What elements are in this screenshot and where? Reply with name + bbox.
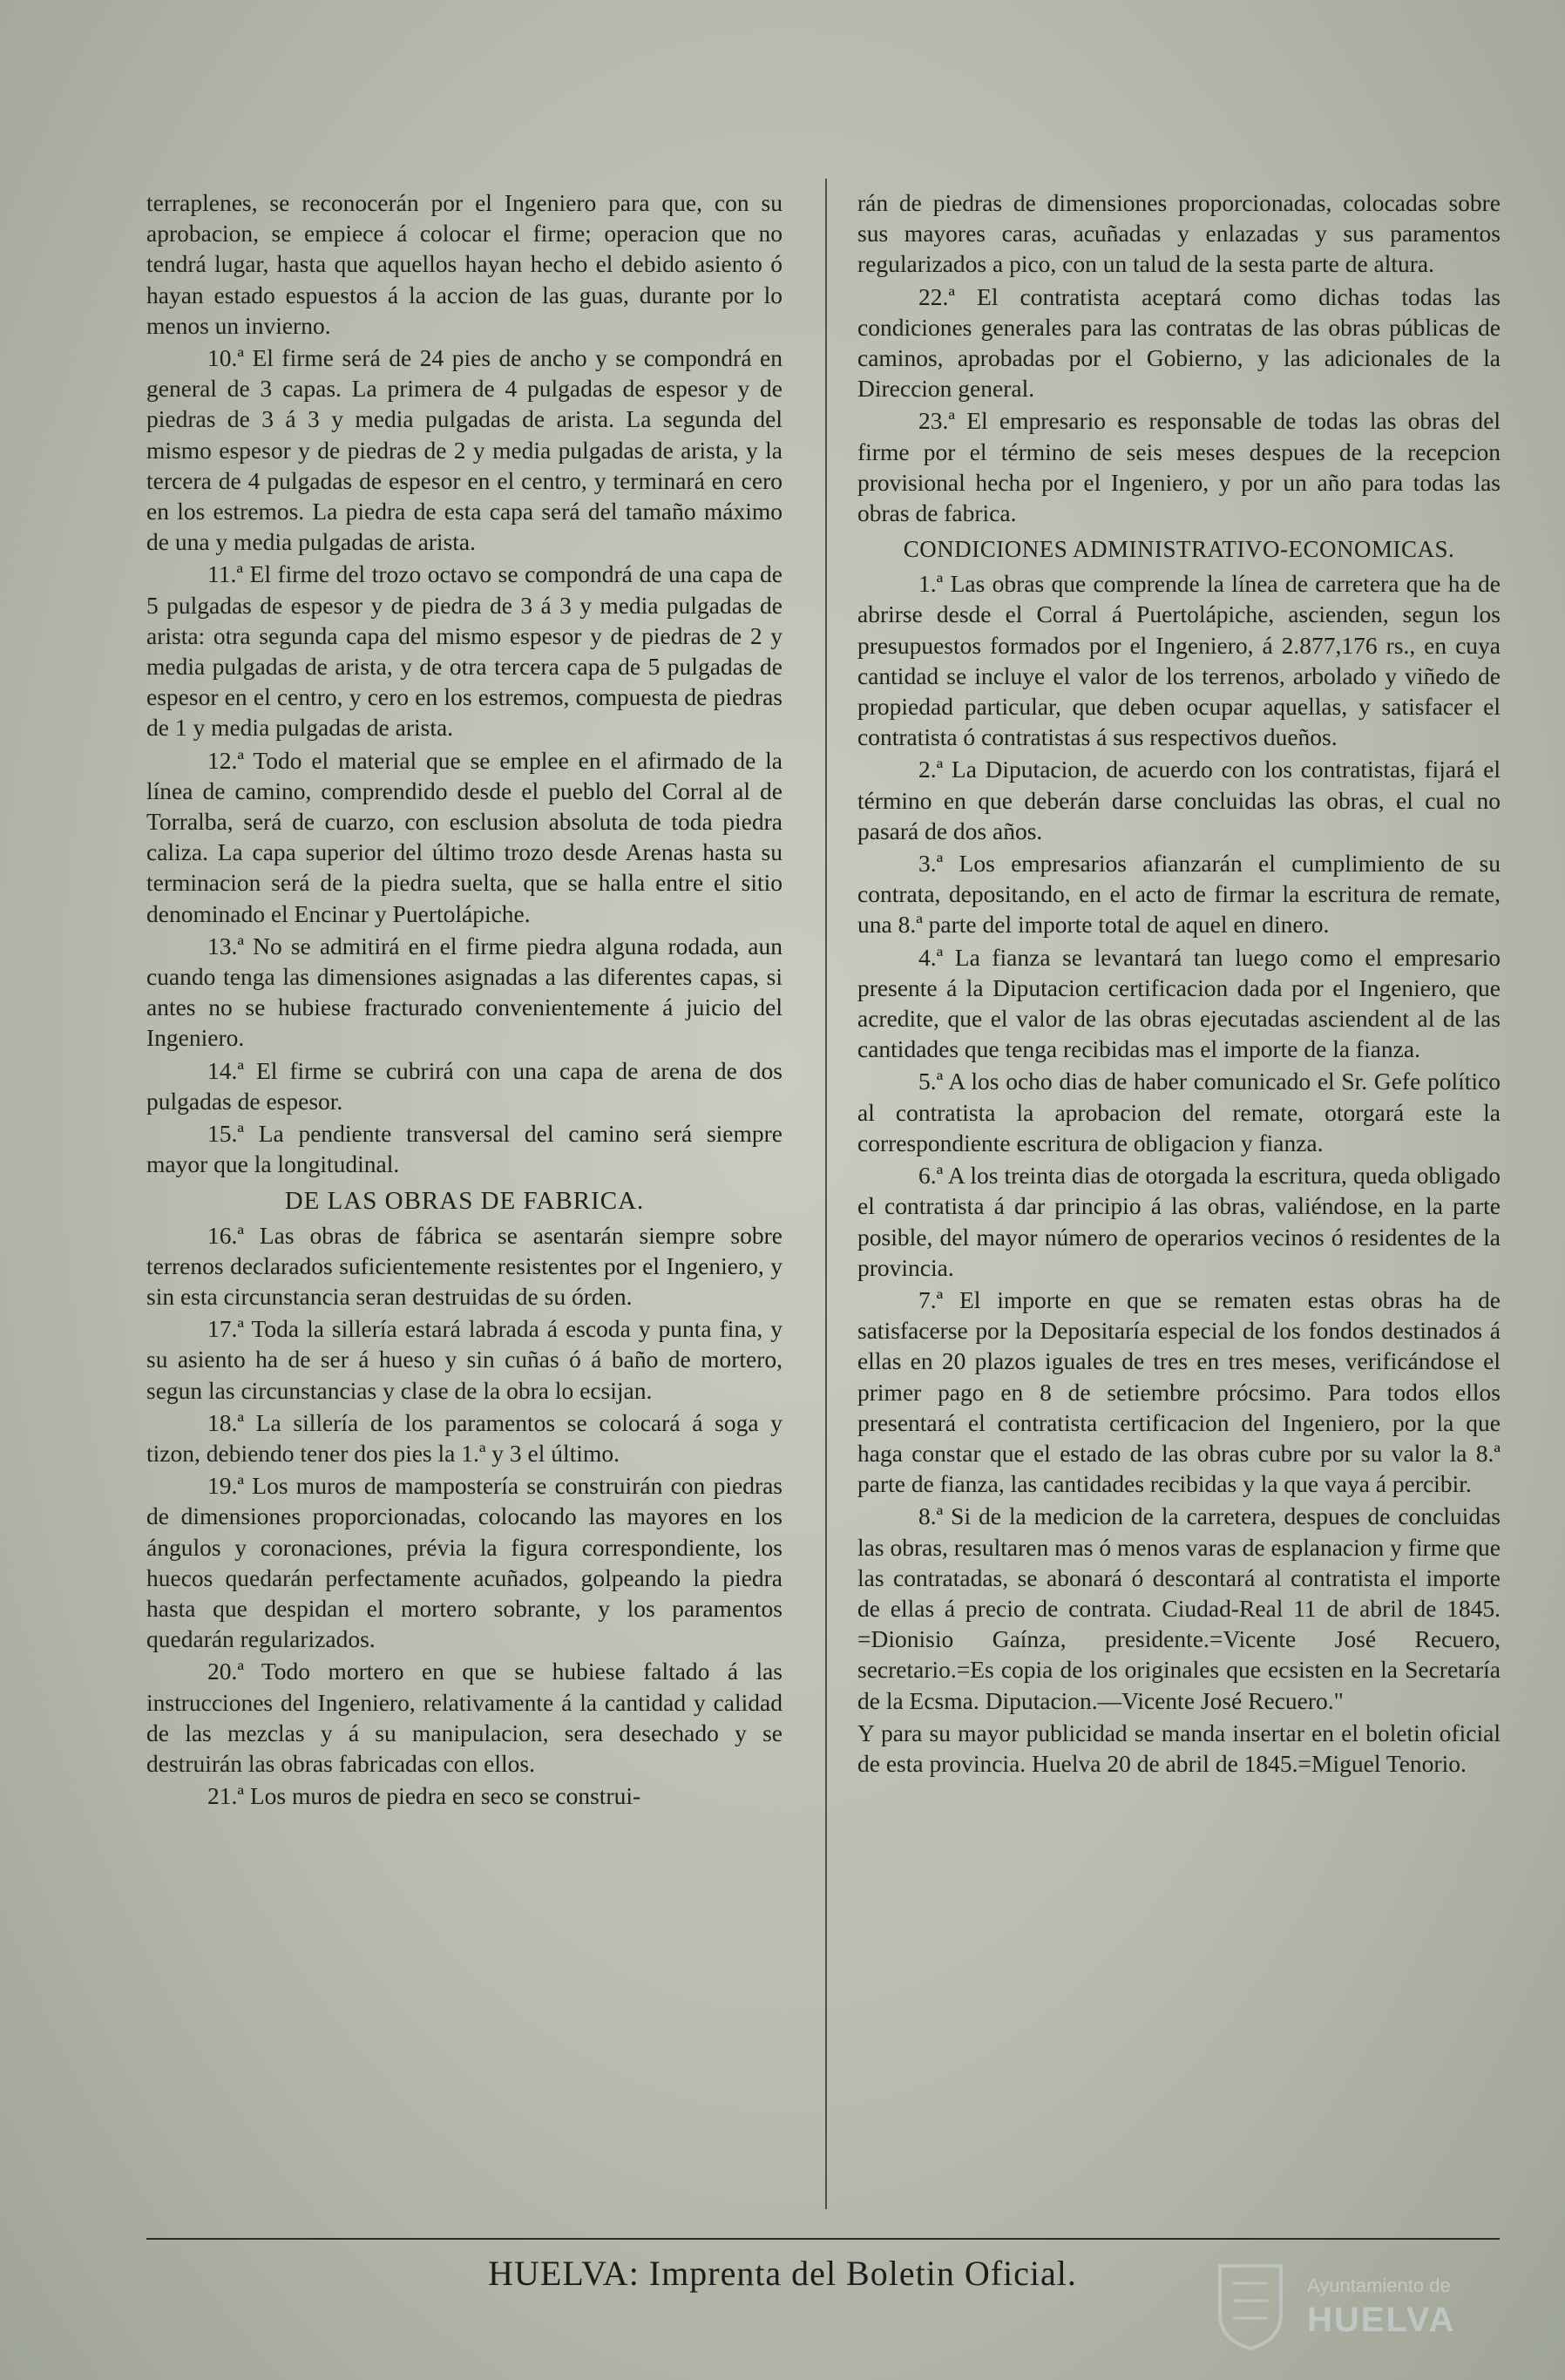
article-text: Y para su mayor publicidad se manda insertar en el boletin oficial de esta provincia. Huelva 20 de abril de 1845.=Miguel Tenorio.	[857, 1719, 1501, 1777]
article-paragraph	[857, 848, 1501, 940]
article-paragraph	[146, 559, 782, 742]
article-paragraph	[146, 1055, 782, 1116]
article-text: rán de piedras de dimensiones proporcionadas, colocadas sobre sus mayores caras, acuñadas y enlazadas y sus paramentos regularizados a pico, con un talud de la sesta parte de altura.	[857, 189, 1501, 278]
article-number: 3.ª	[918, 850, 944, 878]
imprint-line: HUELVA: Imprenta del Boletin Oficial.	[488, 2254, 1077, 2293]
article-text: El firme del trozo octavo se compondrá de una capa de 5 pulgadas de espesor y de piedra de 3 á 3 y media pulgadas de arista: otra segunda capa del mismo espesor y de piedras de 2 y media pulgadas de arista, y de otra tercera capa de 5 pulgadas de espesor en el centro, y cero en los estremos, compuesta de piedras de 1 y media pulgadas de arista.	[146, 560, 782, 742]
article-text: Los muros de piedra en seco se construi-	[249, 1782, 641, 1810]
section-heading: CONDICIONES ADMINISTRATIVO-ECONOMICAS.	[903, 536, 1455, 563]
article-paragraph	[146, 745, 782, 929]
article-paragraph	[146, 1313, 782, 1406]
article-text: Todo el material que se emplee en el afirmado de la línea de camino, comprendido desde el pueblo del Corral al de Torralba, será de cuarzo, con esclusion absoluta de toda piedra caliza. La capa superior del último trozo desde Arenas hasta su terminacion será de la piedra suelta, que se halla entre el sitio denominado el Encinar y Puertolápiche.	[146, 746, 782, 927]
article-text: Todo mortero en que se hubiese faltado á las instrucciones del Ingeniero, relativamente á la cantidad y calidad de las mezclas y á su manipulacion, sera desechado y se destruirán las obras fabricadas con ellos.	[146, 1658, 782, 1777]
article-text: Las obras de fábrica se asentarán siempre sobre terrenos declarados suficientemente resistentes por el Ingeniero, y sin esta circunstancia seran destruidas de su órden.	[146, 1221, 782, 1310]
article-text: El empresario es responsable de todas las obras del firme por el término de seis meses despues de la recepcion provisional hecha por el Ingeniero, y por un año para todas las obras de fabrica.	[857, 407, 1501, 527]
left-column	[146, 187, 782, 2218]
article-text: El importe en que se rematen estas obras ha de satisfacerse por la Depositaría especial de los fondos destinados á ellas en 20 plazos iguales de tres en tres meses, verificándose el primer pago en 8 de setiembre prócsimo. Para todos ellos presentará el contratista certificacion del Ingeniero, por la que haga constar que el estado de las obras cubre por su valor la 8.ª parte de fianza, las cantidades recibidas y la que vaya á percibir.	[857, 1285, 1501, 1498]
section-heading: DE LAS OBRAS DE FABRICA.	[284, 1186, 645, 1215]
article-text: El firme será de 24 pies de ancho y se compondrá en general de 3 capas. La primera de 4 pulgadas de espesor y de piedras de 3 á 3 y media pulgadas de arista. La segunda del mismo espesor y de piedras de 2 y media pulgadas de arista, y la tercera de 4 pulgadas de espesor en el centro, y terminará en cero en los estremos. La piedra de esta capa será del tamaño máximo de una y media pulgadas de arista.	[146, 344, 782, 556]
article-paragraph	[857, 1718, 1501, 1779]
article-number: 7.ª	[918, 1285, 944, 1313]
article-number: 8.ª	[918, 1502, 944, 1530]
article-number: 20.ª	[207, 1658, 244, 1685]
article-number: 17.ª	[207, 1315, 244, 1343]
article-text: Los empresarios afianzarán el cumplimiento de su contrata, depositando, en el acto de firmar la escritura de remate, una 8.ª parte del importe total de aquel en dinero.	[857, 850, 1501, 939]
article-number: 15.ª	[207, 1120, 244, 1148]
article-paragraph	[146, 1220, 782, 1312]
article-paragraph	[857, 1501, 1501, 1715]
article-paragraph	[857, 1285, 1501, 1499]
article-paragraph	[857, 281, 1501, 404]
article-text: Los muros de mampostería se construirán con piedras de dimensiones proporcionadas, colocando las mayores en los ángulos y coronaciones, prévia la figura correspondiente, los huecos quedarán perfectamente acuñados, golpeando la piedra hasta que despidan el mortero sobrante, y los paramentos quedarán regularizados.	[146, 1472, 782, 1653]
watermark-line2: HUELVA	[1307, 2301, 1456, 2339]
article-text: A los ocho dias de haber comunicado el Sr. Gefe político al contratista la aprobacion del remate, otorgará este la correspondiente escritura de obligacion y fianza.	[857, 1068, 1501, 1156]
article-number: 4.ª	[918, 943, 944, 971]
article-paragraph	[857, 568, 1501, 752]
article-paragraph	[146, 1470, 782, 1654]
article-paragraph	[857, 1160, 1501, 1283]
article-paragraph	[857, 187, 1501, 280]
article-text: terraplenes, se reconocerán por el Ingeniero para que, con su aprobacion, se empiece á colocar el firme; operacion que no tendrá lugar, hasta que aquellos hayan hecho el debido asiento ó hayan estado espuestos á la accion de las guas, durante por lo menos un invierno.	[146, 189, 782, 339]
article-text: La Diputacion, de acuerdo con los contratistas, fijará el término en que deberán darse concluidas las obras, el cual no pasará de dos años.	[857, 756, 1501, 844]
article-text: El contratista aceptará como dichas todas las condiciones generales para las contratas de las obras públicas de caminos, aprobadas por el Gobierno, y las adicionales de la Direccion general.	[857, 282, 1501, 403]
article-paragraph	[146, 1780, 782, 1811]
article-number: 2.ª	[918, 756, 944, 783]
article-number: 12.ª	[207, 746, 244, 774]
article-paragraph	[146, 1407, 782, 1468]
article-paragraph	[857, 405, 1501, 528]
article-number: 14.ª	[207, 1056, 244, 1084]
article-number: 23.ª	[918, 407, 955, 435]
article-number: 18.ª	[207, 1408, 244, 1436]
article-text: No se admitirá en el firme piedra alguna rodada, aun cuando tenga las dimensiones asignadas a las diferentes capas, si antes no se hubiese fracturado convenientemente á juicio del Ingeniero.	[146, 932, 782, 1052]
article-text: A los treinta dias de otorgada la escritura, queda obligado el contratista á dar principio á las obras, valiéndose, en la parte posible, del mayor número de operarios vecinos ó residentes de la provincia.	[857, 1162, 1501, 1281]
article-paragraph	[146, 931, 782, 1054]
article-text: Toda la sillería estará labrada á escoda y punta fina, y su asiento ha de ser á hueso y sin cuñas ó á baño de mortero, segun las circunstancias y clase de la obra lo ecsijan.	[146, 1315, 782, 1404]
column-divider	[825, 179, 827, 2209]
article-text: El firme se cubrirá con una capa de arena de dos pulgadas de espesor.	[146, 1056, 782, 1115]
article-text: La sillería de los paramentos se colocará á soga y tizon, debiendo tener dos pies la 1.ª y 3 el último.	[146, 1408, 782, 1467]
article-number: 16.ª	[207, 1221, 244, 1249]
article-number: 5.ª	[918, 1068, 944, 1095]
article-text: Si de la medicion de la carretera, despues de concluidas las obras, resultaren mas ó menos varas de esplanacion y firme que las contratadas, se abonará ó descontará al contratista el importe de ellas á precio de contrata. Ciudad-Real 11 de abril de 1845. =Dionisio Gaínza, presidente.=Vicente José Recuero, secretario.=Es copia de los originales que ecsisten en la Secretaría de la Ecsma. Diputacion.—Vicente José Recuero."	[857, 1502, 1501, 1714]
article-paragraph	[857, 942, 1501, 1065]
article-text: La fianza se levantará tan luego como el empresario presente á la Diputacion certificacion dada por el Ingeniero, que acredite, que el valor de las obras ejecutadas asciendent al de las cantidades que tenga recibidas mas el importe de la fianza.	[857, 943, 1501, 1063]
article-number: 6.ª	[918, 1162, 944, 1190]
article-text: Las obras que comprende la línea de carretera que ha de abrirse desde el Corral á Puertolápiche, ascienden, segun los presupuestos formados por el Ingeniero, á 2.877,176 rs., en cuya cantidad se incluye el valor de los terrenos, arbolado y viñedo de propiedad particular, que deben ocupar aquellas, y satisfacer el contratista ó contratistas á sus respectivos dueños.	[857, 570, 1501, 751]
article-number: 19.ª	[207, 1472, 244, 1500]
article-number: 11.ª	[207, 560, 243, 588]
article-paragraph	[857, 1066, 1501, 1158]
footer-rule	[146, 2238, 1500, 2240]
article-paragraph	[146, 1656, 782, 1779]
article-paragraph	[146, 187, 782, 341]
article-number: 10.ª	[207, 344, 244, 372]
article-number: 1.ª	[918, 570, 944, 598]
article-paragraph	[146, 342, 782, 557]
right-column	[857, 187, 1501, 2218]
article-paragraph	[857, 754, 1501, 846]
watermark-line1: Ayuntamiento de	[1307, 2275, 1451, 2296]
article-number: 21.ª	[207, 1782, 244, 1810]
article-number: 13.ª	[207, 932, 244, 959]
article-number: 22.ª	[918, 282, 955, 310]
article-text: La pendiente transversal del camino será siempre mayor que la longitudinal.	[146, 1120, 782, 1178]
article-paragraph	[146, 1118, 782, 1179]
